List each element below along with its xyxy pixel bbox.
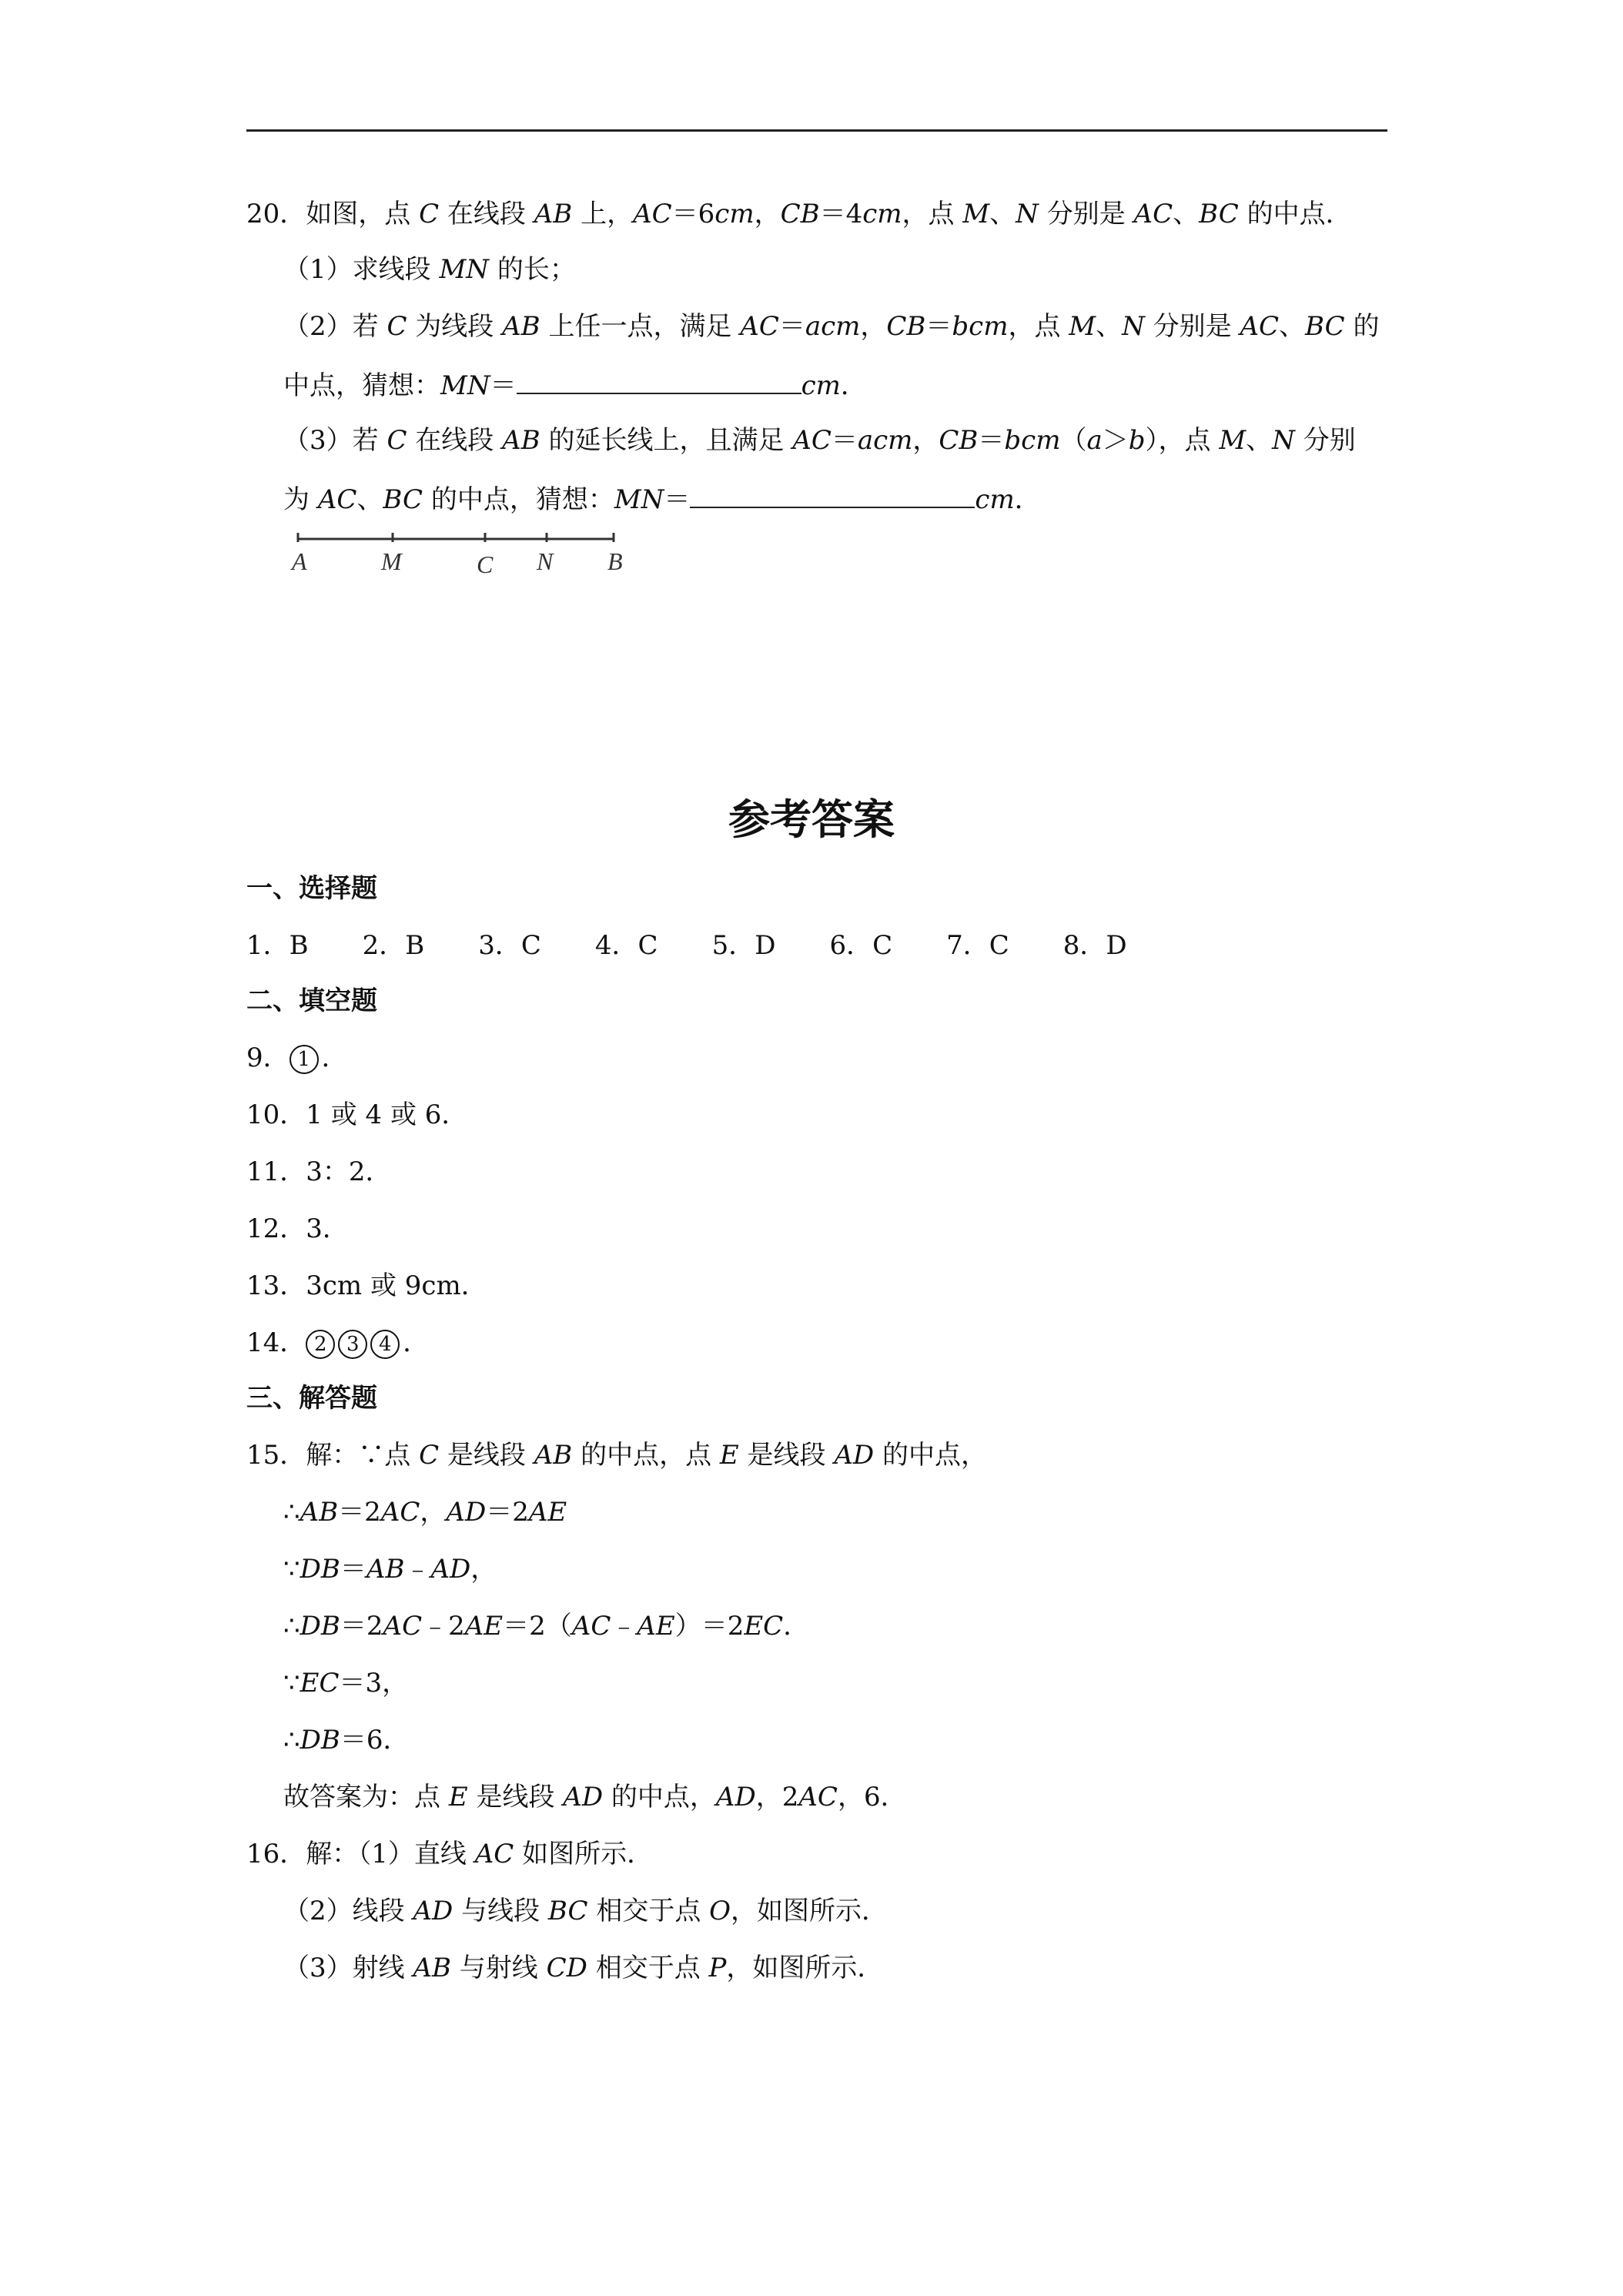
choice-answer: 3．C (478, 930, 541, 961)
circled-number: 3 (338, 1330, 367, 1359)
section-choice-title: 一、选择题 (246, 873, 377, 904)
q15-line2: ∴AB＝2AC，AD＝2AE (283, 1497, 567, 1528)
q20-part2-line2: 中点，猜想：MN＝ cm． (283, 368, 867, 401)
q15-line5: ∵EC＝3， (283, 1668, 409, 1699)
section-fill-title: 二、填空题 (246, 986, 377, 1016)
q16-line1: 16．解：（1）直线 AC 如图所示． (246, 1839, 654, 1869)
q15-line7: 故答案为：点 E 是线段 AD 的中点，AD，2AC，6． (283, 1782, 907, 1812)
label-c: C (477, 551, 494, 578)
circled-number: 2 (306, 1330, 335, 1359)
label-a: A (292, 547, 307, 575)
header-rule (246, 129, 1387, 132)
fill-answer-9: 9． 1 ． (246, 1043, 348, 1073)
label-m: M (381, 547, 402, 575)
q15-line3: ∵DB＝AB﹣AD， (283, 1554, 497, 1585)
fill-answer-10: 10．1 或 4 或 6． (246, 1099, 468, 1130)
q15-line6: ∴DB＝6． (283, 1725, 410, 1755)
fill-answer-11: 11．3：2． (246, 1156, 392, 1187)
q16-line2: （2）线段 AD 与线段 BC 相交于点 O，如图所示． (283, 1896, 888, 1926)
answer-blank-3[interactable] (690, 482, 975, 508)
q20-part3-line2: 为 AC、BC 的中点，猜想：MN＝ cm． (283, 482, 1041, 515)
q16-line3: （3）射线 AB 与射线 CD 相交于点 P，如图所示． (283, 1953, 884, 1983)
choice-answer: 1．B (246, 930, 309, 961)
section-solve-title: 三、解答题 (246, 1383, 377, 1414)
choice-answer: 6．C (829, 930, 893, 961)
segment-diagram (289, 531, 627, 585)
choice-answer: 4．C (594, 930, 658, 961)
label-n: N (537, 547, 554, 575)
choice-answer: 2．B (362, 930, 425, 961)
label-b: B (607, 547, 623, 575)
answer-title: 参考答案 (728, 795, 895, 844)
choice-answers (246, 930, 1127, 961)
circled-number: 4 (370, 1330, 400, 1359)
fill-answer-13: 13．3cm 或 9cm． (246, 1270, 487, 1301)
fill-answer-12: 12．3． (246, 1213, 349, 1244)
q20-part1: （1）求线段 MN 的长； (283, 254, 576, 285)
choice-answer: 7．C (946, 930, 1009, 961)
q20-part2-line1: （2）若 C 为线段 AB 上任一点，满足 AC＝acm，CB＝bcm，点 M、N 分别是 AC、BC 的 (283, 311, 1380, 342)
choice-answer: 5．D (711, 930, 776, 961)
fill-answer-14: 14． 2 3 4 ． (246, 1327, 430, 1358)
q20-part3-line1: （3）若 C 在线段 AB 的延长线上，且满足 AC＝acm，CB＝bcm（a＞b），点 M、N 分别 (283, 425, 1356, 456)
choice-answer: 8．D (1062, 930, 1127, 961)
circled-number: 1 (289, 1045, 319, 1074)
q20-stem: 20．如图，点 C 在线段 AB 上，AC＝6cm，CB＝4cm，点 M、N 分别是 AC、BC 的中点． (246, 199, 1352, 229)
q15-line4: ∴DB＝2AC﹣2AE＝2（AC﹣AE）＝2EC． (283, 1611, 810, 1642)
q15-line1: 15．解：∵点 C 是线段 AB 的中点，点 E 是线段 AD 的中点， (246, 1440, 987, 1471)
answer-blank-2[interactable] (517, 368, 801, 394)
